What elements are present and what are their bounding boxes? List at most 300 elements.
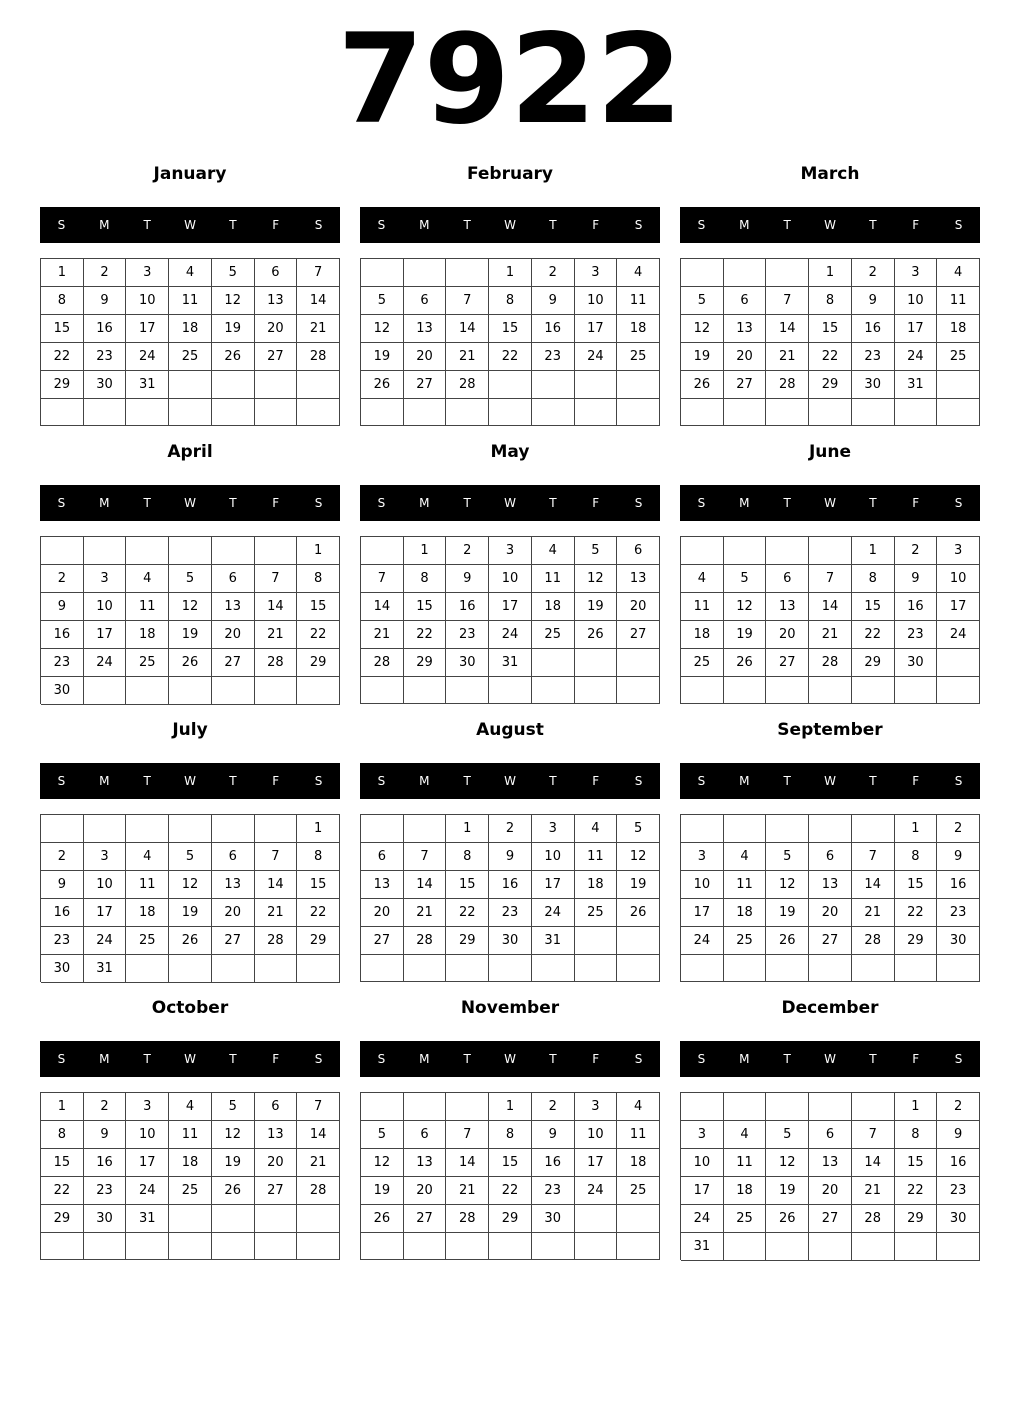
day-cell: 13 xyxy=(255,1121,298,1149)
day-cell: 14 xyxy=(766,315,809,343)
weekday-label: F xyxy=(912,218,920,232)
weekday-label: F xyxy=(912,496,920,510)
day-cell: 19 xyxy=(724,621,767,649)
empty-day-cell xyxy=(84,815,127,843)
day-cell: 23 xyxy=(532,343,575,371)
empty-day-cell xyxy=(852,815,895,843)
empty-day-cell xyxy=(724,677,767,704)
empty-day-cell xyxy=(212,677,255,705)
day-cell: 26 xyxy=(766,927,809,955)
weekday-header xyxy=(40,1041,340,1077)
empty-day-cell xyxy=(361,815,404,843)
empty-day-cell xyxy=(724,815,767,843)
day-cell: 26 xyxy=(681,371,724,399)
day-cell: 9 xyxy=(532,287,575,315)
empty-day-cell xyxy=(617,677,660,704)
day-cell: 2 xyxy=(84,1093,127,1121)
day-cell: 5 xyxy=(361,287,404,315)
day-cell: 15 xyxy=(41,315,84,343)
days-grid xyxy=(680,258,980,426)
weekday-label: T xyxy=(869,774,877,788)
day-cell: 19 xyxy=(212,1149,255,1177)
day-cell: 14 xyxy=(255,593,298,621)
day-cell: 28 xyxy=(446,1205,489,1233)
days-grid xyxy=(360,814,660,982)
day-cell: 24 xyxy=(126,343,169,371)
weekday-label: T xyxy=(869,1052,877,1066)
day-cell: 13 xyxy=(724,315,767,343)
day-cell: 3 xyxy=(575,1093,618,1121)
empty-day-cell xyxy=(617,649,660,677)
empty-day-cell xyxy=(532,371,575,399)
weekday-label: T xyxy=(229,218,237,232)
empty-day-cell xyxy=(255,1205,298,1233)
empty-day-cell xyxy=(617,955,660,982)
weekday-label: F xyxy=(272,496,280,510)
weekday-header xyxy=(40,485,340,521)
weekday-label: M xyxy=(419,496,430,510)
empty-day-cell xyxy=(532,677,575,704)
day-cell: 9 xyxy=(489,843,532,871)
day-cell: 2 xyxy=(937,815,980,843)
days-grid xyxy=(40,1092,340,1260)
day-cell: 20 xyxy=(809,1177,852,1205)
empty-day-cell xyxy=(575,677,618,704)
day-cell: 12 xyxy=(766,1149,809,1177)
day-cell: 6 xyxy=(404,1121,447,1149)
day-cell: 16 xyxy=(937,871,980,899)
empty-day-cell xyxy=(255,955,298,983)
empty-day-cell xyxy=(84,537,127,565)
day-cell: 27 xyxy=(809,1205,852,1233)
empty-day-cell xyxy=(532,399,575,426)
empty-day-cell xyxy=(212,371,255,399)
weekday-label: S xyxy=(377,1052,386,1066)
day-cell: 20 xyxy=(404,1177,447,1205)
day-cell: 23 xyxy=(852,343,895,371)
day-cell: 7 xyxy=(297,1093,340,1121)
day-cell: 28 xyxy=(809,649,852,677)
day-cell: 8 xyxy=(297,565,340,593)
day-cell: 12 xyxy=(361,315,404,343)
weekday-label: F xyxy=(912,774,920,788)
day-cell: 18 xyxy=(617,1149,660,1177)
day-cell: 31 xyxy=(895,371,938,399)
day-cell: 19 xyxy=(212,315,255,343)
empty-day-cell xyxy=(255,371,298,399)
weekday-label: T xyxy=(549,1052,557,1066)
day-cell: 29 xyxy=(446,927,489,955)
day-cell: 19 xyxy=(361,1177,404,1205)
day-cell: 26 xyxy=(766,1205,809,1233)
empty-day-cell xyxy=(766,955,809,982)
day-cell: 23 xyxy=(84,343,127,371)
day-cell: 17 xyxy=(681,899,724,927)
day-cell: 25 xyxy=(126,649,169,677)
days-grid xyxy=(40,258,340,426)
day-cell: 10 xyxy=(575,1121,618,1149)
empty-day-cell xyxy=(489,1233,532,1260)
empty-day-cell xyxy=(84,1233,127,1260)
day-cell: 30 xyxy=(41,955,84,983)
day-cell: 2 xyxy=(532,259,575,287)
month-title: December xyxy=(781,998,879,1018)
day-cell: 11 xyxy=(937,287,980,315)
day-cell: 21 xyxy=(446,1177,489,1205)
day-cell: 22 xyxy=(489,1177,532,1205)
day-cell: 5 xyxy=(617,815,660,843)
day-cell: 17 xyxy=(575,315,618,343)
day-cell: 28 xyxy=(404,927,447,955)
day-cell: 26 xyxy=(212,1177,255,1205)
day-cell: 7 xyxy=(255,843,298,871)
day-cell: 17 xyxy=(937,593,980,621)
empty-day-cell xyxy=(532,649,575,677)
day-cell: 20 xyxy=(766,621,809,649)
day-cell: 8 xyxy=(895,843,938,871)
day-cell: 13 xyxy=(212,593,255,621)
month-title: September xyxy=(777,720,883,740)
month-title: November xyxy=(460,998,560,1018)
empty-day-cell xyxy=(724,1093,767,1121)
empty-day-cell xyxy=(404,1093,447,1121)
month-title: June xyxy=(808,442,852,462)
day-cell: 31 xyxy=(84,955,127,983)
empty-day-cell xyxy=(404,677,447,704)
day-cell: 13 xyxy=(809,1149,852,1177)
day-cell: 25 xyxy=(617,1177,660,1205)
day-cell: 28 xyxy=(297,343,340,371)
empty-day-cell xyxy=(852,399,895,426)
day-cell: 18 xyxy=(937,315,980,343)
day-cell: 10 xyxy=(126,287,169,315)
empty-day-cell xyxy=(852,955,895,982)
day-cell: 6 xyxy=(361,843,404,871)
empty-day-cell xyxy=(255,537,298,565)
day-cell: 17 xyxy=(681,1177,724,1205)
day-cell: 9 xyxy=(84,287,127,315)
weekday-label: W xyxy=(504,218,516,232)
empty-day-cell xyxy=(575,399,618,426)
weekday-label: T xyxy=(463,1052,471,1066)
day-cell: 18 xyxy=(724,1177,767,1205)
day-cell: 10 xyxy=(681,871,724,899)
day-cell: 21 xyxy=(766,343,809,371)
day-cell: 12 xyxy=(212,287,255,315)
weekday-label: S xyxy=(314,496,323,510)
empty-day-cell xyxy=(169,371,212,399)
day-cell: 14 xyxy=(297,287,340,315)
day-cell: 24 xyxy=(575,1177,618,1205)
day-cell: 13 xyxy=(212,871,255,899)
day-cell: 19 xyxy=(361,343,404,371)
empty-day-cell xyxy=(212,399,255,426)
weekday-label: W xyxy=(824,774,836,788)
day-cell: 16 xyxy=(41,899,84,927)
weekday-label: W xyxy=(504,496,516,510)
day-cell: 6 xyxy=(212,565,255,593)
day-cell: 15 xyxy=(297,593,340,621)
empty-day-cell xyxy=(575,1233,618,1260)
day-cell: 28 xyxy=(297,1177,340,1205)
year-title: 7922 xyxy=(337,8,683,152)
weekday-label: S xyxy=(954,496,963,510)
weekday-label: F xyxy=(592,496,600,510)
empty-day-cell xyxy=(255,815,298,843)
day-cell: 14 xyxy=(852,871,895,899)
weekday-header xyxy=(680,485,980,521)
day-cell: 19 xyxy=(617,871,660,899)
weekday-label: T xyxy=(463,496,471,510)
day-cell: 22 xyxy=(489,343,532,371)
day-cell: 29 xyxy=(852,649,895,677)
day-cell: 25 xyxy=(617,343,660,371)
day-cell: 1 xyxy=(895,1093,938,1121)
day-cell: 27 xyxy=(361,927,404,955)
day-cell: 25 xyxy=(532,621,575,649)
weekday-label: W xyxy=(824,496,836,510)
day-cell: 24 xyxy=(84,927,127,955)
day-cell: 27 xyxy=(255,343,298,371)
day-cell: 30 xyxy=(84,371,127,399)
day-cell: 11 xyxy=(126,871,169,899)
day-cell: 21 xyxy=(404,899,447,927)
day-cell: 10 xyxy=(84,593,127,621)
weekday-label: M xyxy=(419,1052,430,1066)
empty-day-cell xyxy=(126,537,169,565)
day-cell: 17 xyxy=(532,871,575,899)
day-cell: 22 xyxy=(809,343,852,371)
day-cell: 15 xyxy=(895,871,938,899)
day-cell: 28 xyxy=(852,1205,895,1233)
day-cell: 9 xyxy=(84,1121,127,1149)
empty-day-cell xyxy=(446,1093,489,1121)
day-cell: 3 xyxy=(532,815,575,843)
day-cell: 29 xyxy=(297,927,340,955)
day-cell: 25 xyxy=(937,343,980,371)
weekday-label: W xyxy=(184,218,196,232)
day-cell: 24 xyxy=(575,343,618,371)
weekday-label: T xyxy=(229,774,237,788)
day-cell: 16 xyxy=(446,593,489,621)
day-cell: 15 xyxy=(852,593,895,621)
empty-day-cell xyxy=(766,259,809,287)
day-cell: 4 xyxy=(126,565,169,593)
day-cell: 3 xyxy=(681,1121,724,1149)
weekday-header xyxy=(680,207,980,243)
day-cell: 9 xyxy=(937,843,980,871)
weekday-label: F xyxy=(592,218,600,232)
day-cell: 3 xyxy=(126,1093,169,1121)
day-cell: 15 xyxy=(41,1149,84,1177)
weekday-label: T xyxy=(463,218,471,232)
empty-day-cell xyxy=(895,677,938,704)
day-cell: 1 xyxy=(489,1093,532,1121)
day-cell: 29 xyxy=(895,1205,938,1233)
day-cell: 25 xyxy=(169,1177,212,1205)
weekday-label: S xyxy=(377,774,386,788)
month-title: March xyxy=(800,164,860,184)
weekday-label: W xyxy=(184,496,196,510)
empty-day-cell xyxy=(212,537,255,565)
empty-day-cell xyxy=(575,955,618,982)
day-cell: 21 xyxy=(297,315,340,343)
empty-day-cell xyxy=(169,399,212,426)
weekday-label: T xyxy=(549,218,557,232)
weekday-label: T xyxy=(783,1052,791,1066)
day-cell: 9 xyxy=(532,1121,575,1149)
day-cell: 31 xyxy=(489,649,532,677)
day-cell: 27 xyxy=(766,649,809,677)
weekday-label: W xyxy=(184,1052,196,1066)
empty-day-cell xyxy=(766,399,809,426)
day-cell: 30 xyxy=(446,649,489,677)
empty-day-cell xyxy=(489,371,532,399)
empty-day-cell xyxy=(212,1233,255,1260)
weekday-label: M xyxy=(419,774,430,788)
day-cell: 15 xyxy=(446,871,489,899)
day-cell: 30 xyxy=(489,927,532,955)
day-cell: 16 xyxy=(84,1149,127,1177)
day-cell: 6 xyxy=(255,259,298,287)
empty-day-cell xyxy=(446,955,489,982)
day-cell: 12 xyxy=(169,871,212,899)
day-cell: 16 xyxy=(937,1149,980,1177)
day-cell: 26 xyxy=(361,1205,404,1233)
day-cell: 27 xyxy=(724,371,767,399)
weekday-label: F xyxy=(272,1052,280,1066)
day-cell: 2 xyxy=(84,259,127,287)
weekday-header xyxy=(360,763,660,799)
day-cell: 16 xyxy=(532,315,575,343)
day-cell: 7 xyxy=(255,565,298,593)
day-cell: 18 xyxy=(724,899,767,927)
days-grid xyxy=(40,536,340,704)
empty-day-cell xyxy=(169,955,212,983)
day-cell: 7 xyxy=(446,1121,489,1149)
days-grid xyxy=(680,536,980,704)
day-cell: 25 xyxy=(575,899,618,927)
day-cell: 11 xyxy=(617,287,660,315)
weekday-label: T xyxy=(143,496,151,510)
weekday-label: T xyxy=(143,218,151,232)
day-cell: 1 xyxy=(489,259,532,287)
weekday-label: W xyxy=(824,218,836,232)
empty-day-cell xyxy=(126,1233,169,1260)
day-cell: 20 xyxy=(724,343,767,371)
weekday-label: S xyxy=(314,218,323,232)
day-cell: 17 xyxy=(84,621,127,649)
day-cell: 12 xyxy=(724,593,767,621)
day-cell: 2 xyxy=(895,537,938,565)
day-cell: 11 xyxy=(532,565,575,593)
day-cell: 4 xyxy=(169,259,212,287)
day-cell: 15 xyxy=(297,871,340,899)
weekday-label: S xyxy=(634,774,643,788)
day-cell: 3 xyxy=(126,259,169,287)
empty-day-cell xyxy=(489,955,532,982)
day-cell: 8 xyxy=(446,843,489,871)
day-cell: 14 xyxy=(404,871,447,899)
day-cell: 9 xyxy=(41,593,84,621)
day-cell: 20 xyxy=(212,621,255,649)
day-cell: 9 xyxy=(895,565,938,593)
day-cell: 24 xyxy=(532,899,575,927)
weekday-label: W xyxy=(504,774,516,788)
empty-day-cell xyxy=(575,371,618,399)
day-cell: 6 xyxy=(404,287,447,315)
day-cell: 4 xyxy=(575,815,618,843)
day-cell: 24 xyxy=(126,1177,169,1205)
day-cell: 8 xyxy=(41,287,84,315)
day-cell: 26 xyxy=(212,343,255,371)
weekday-label: M xyxy=(99,774,110,788)
empty-day-cell xyxy=(681,815,724,843)
day-cell: 25 xyxy=(724,1205,767,1233)
empty-day-cell xyxy=(532,955,575,982)
day-cell: 27 xyxy=(212,649,255,677)
day-cell: 2 xyxy=(41,565,84,593)
day-cell: 3 xyxy=(489,537,532,565)
day-cell: 26 xyxy=(169,649,212,677)
weekday-label: M xyxy=(99,1052,110,1066)
empty-day-cell xyxy=(937,371,980,399)
day-cell: 6 xyxy=(809,843,852,871)
empty-day-cell xyxy=(809,815,852,843)
weekday-label: T xyxy=(463,774,471,788)
day-cell: 15 xyxy=(489,1149,532,1177)
weekday-label: S xyxy=(314,774,323,788)
day-cell: 23 xyxy=(489,899,532,927)
day-cell: 14 xyxy=(446,315,489,343)
day-cell: 19 xyxy=(575,593,618,621)
day-cell: 19 xyxy=(766,1177,809,1205)
day-cell: 21 xyxy=(255,899,298,927)
day-cell: 13 xyxy=(404,315,447,343)
empty-day-cell xyxy=(681,259,724,287)
day-cell: 6 xyxy=(724,287,767,315)
empty-day-cell xyxy=(212,955,255,983)
month-title: October xyxy=(151,998,229,1018)
empty-day-cell xyxy=(617,399,660,426)
empty-day-cell xyxy=(446,399,489,426)
empty-day-cell xyxy=(446,259,489,287)
empty-day-cell xyxy=(766,1233,809,1261)
day-cell: 3 xyxy=(937,537,980,565)
empty-day-cell xyxy=(809,955,852,982)
empty-day-cell xyxy=(809,537,852,565)
weekday-label: M xyxy=(739,218,750,232)
day-cell: 15 xyxy=(404,593,447,621)
day-cell: 3 xyxy=(84,843,127,871)
empty-day-cell xyxy=(404,259,447,287)
day-cell: 22 xyxy=(41,343,84,371)
day-cell: 24 xyxy=(937,621,980,649)
empty-day-cell xyxy=(617,1233,660,1260)
weekday-label: S xyxy=(57,218,66,232)
day-cell: 1 xyxy=(404,537,447,565)
day-cell: 14 xyxy=(809,593,852,621)
month-title: July xyxy=(172,720,208,740)
day-cell: 23 xyxy=(937,899,980,927)
day-cell: 28 xyxy=(446,371,489,399)
empty-day-cell xyxy=(169,537,212,565)
weekday-label: S xyxy=(377,218,386,232)
day-cell: 11 xyxy=(681,593,724,621)
empty-day-cell xyxy=(895,1233,938,1261)
day-cell: 21 xyxy=(852,1177,895,1205)
empty-day-cell xyxy=(361,677,404,704)
